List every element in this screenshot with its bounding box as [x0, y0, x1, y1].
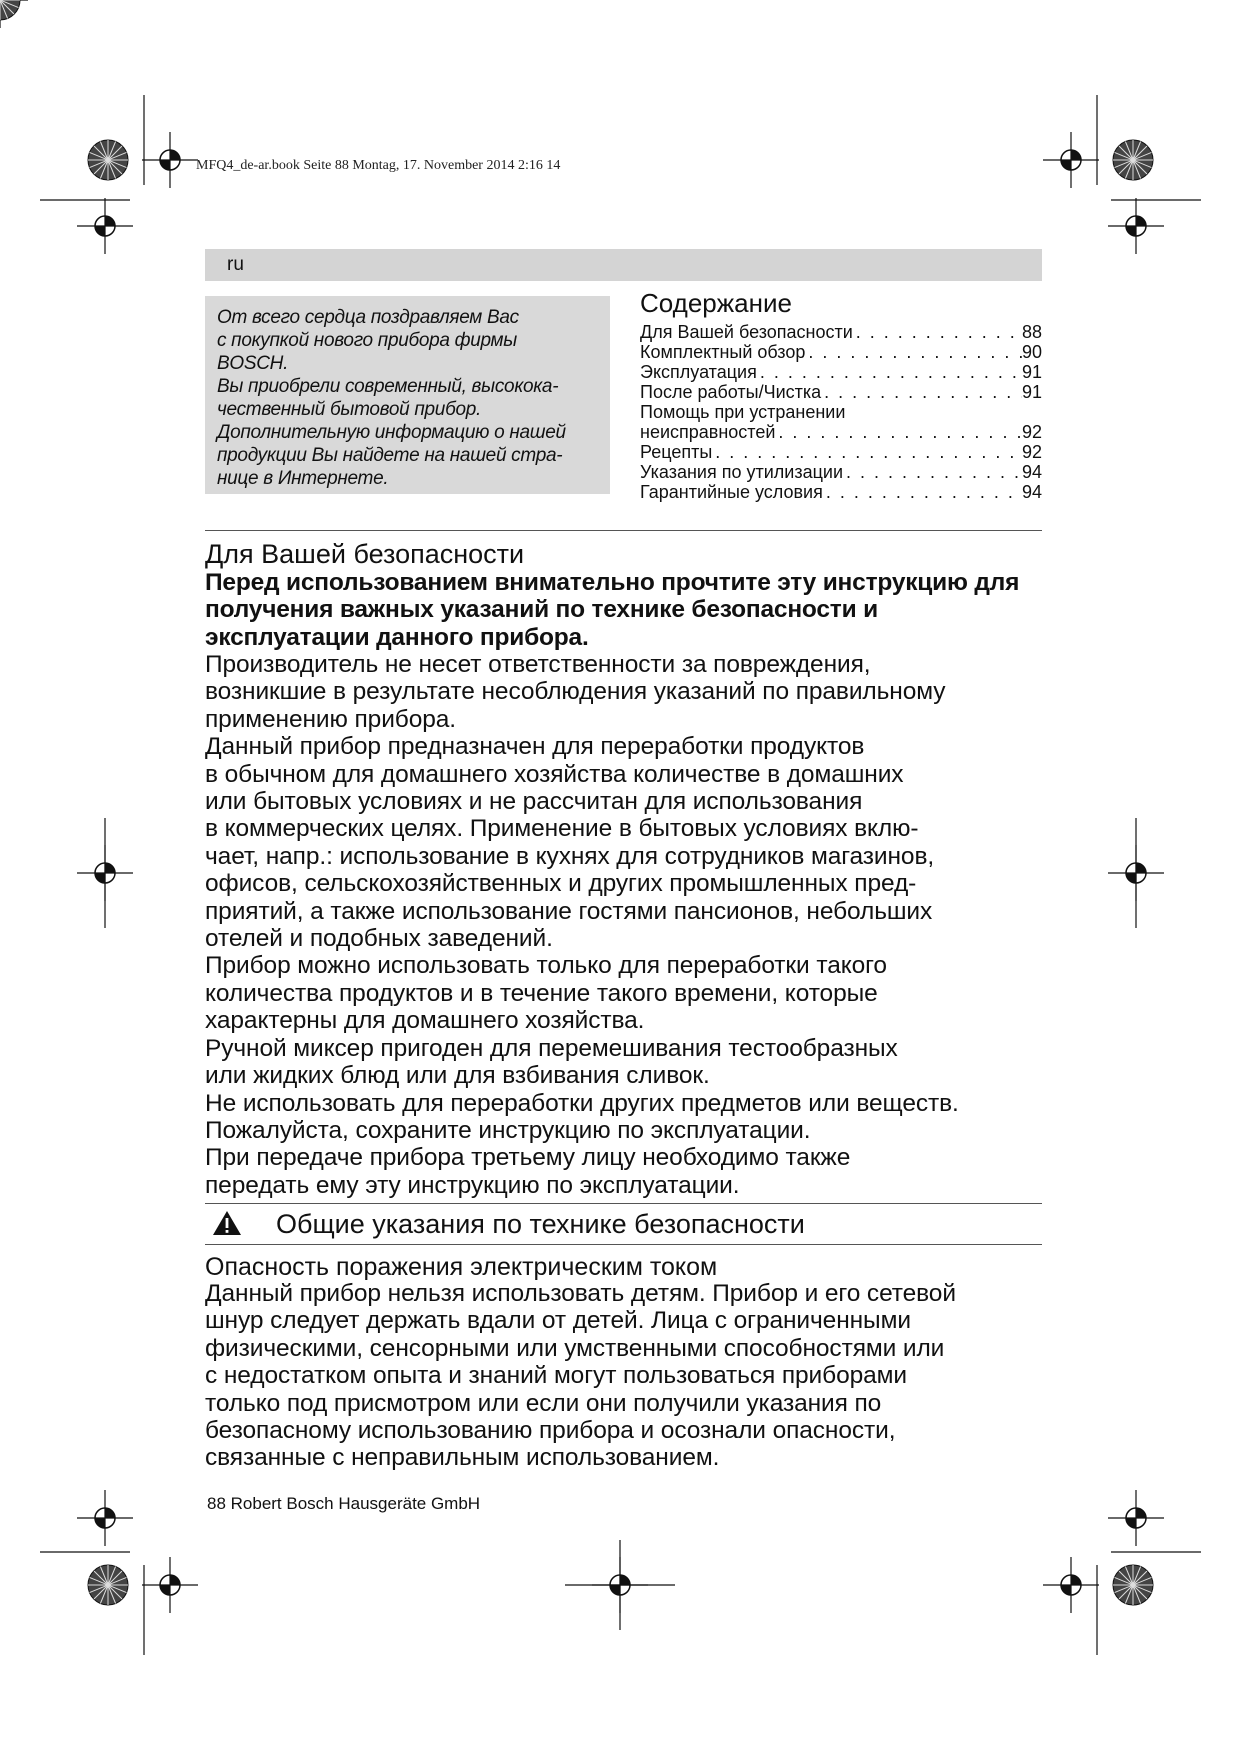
toc-entry-page: 90 [1021, 342, 1042, 362]
body-line: характерны для домашнего хозяйства. [205, 1007, 645, 1035]
lead-line: получения важных указаний по технике безопасности и [205, 596, 878, 624]
toc-entry-page: 91 [1021, 362, 1042, 382]
body-line: в коммерческих целях. Применение в бытовых условиях вклю- [205, 815, 919, 843]
body-line: с недостатком опыта и знаний могут пользоваться приборами [205, 1362, 907, 1390]
body-line: возникшие в результате несоблюдения указаний по правильному [205, 678, 946, 706]
lead-line: эксплуатации данного прибора. [205, 623, 589, 651]
toc-entry-label: Для Вашей безопасности [640, 322, 853, 342]
toc-entry-page: 92 [1021, 422, 1042, 442]
body-line: применению прибора. [205, 705, 456, 733]
body-line: в обычном для домашнего хозяйства количестве в домашних [205, 760, 904, 788]
toc-entry-label: После работы/Чистка [640, 382, 822, 402]
toc-entry[interactable] [640, 462, 1042, 482]
toc-entry-label: Указания по утилизации [640, 462, 844, 482]
body-line: передать ему эту инструкцию по эксплуатации. [205, 1171, 740, 1199]
body-line: количества продуктов и в течение такого времени, которые [205, 979, 878, 1007]
general-body [205, 1280, 1065, 1472]
intro-text [217, 306, 607, 490]
toc-entry[interactable] [640, 442, 1042, 462]
body-line: связанные с неправильным использованием. [205, 1444, 720, 1472]
body-line: офисов, сельскохозяйственных и других промышленных пред- [205, 870, 917, 898]
body-line: только под присмотром или если они получили указания по [205, 1389, 882, 1417]
body-line: Прибор можно использовать только для переработки такого [205, 952, 887, 980]
body-line: или жидких блюд или для взбивания сливок. [205, 1062, 710, 1090]
safety-body [205, 651, 1065, 1199]
section-divider [205, 1203, 1042, 1204]
intro-line: От всего сердца поздравляем Вас [217, 307, 519, 328]
toc-entry[interactable] [640, 402, 1042, 422]
intro-line: продукции Вы найдете на нашей стра- [217, 445, 563, 466]
intro-line: Дополнительную информацию о нашей [217, 422, 566, 443]
safety-lead [205, 569, 1055, 651]
body-line: Не использовать для переработки других предметов или веществ. [205, 1089, 959, 1117]
body-line: Данный прибор нельзя использовать детям. Прибор и его сетевой [205, 1280, 956, 1307]
toc-entry[interactable] [640, 382, 1042, 402]
toc-entry[interactable] [640, 422, 1042, 442]
safety-heading: Для Вашей безопасности [205, 539, 525, 569]
body-line: Пожалуйста, сохраните инструкцию по эксплуатации. [205, 1116, 811, 1144]
color-wheel-icon [0, 0, 20, 20]
warning-triangle-icon [212, 1210, 246, 1243]
intro-line: с покупкой нового прибора фирмы [217, 330, 517, 351]
section-divider [205, 1244, 1042, 1245]
electric-shock-subheading: Опасность поражения электрическим током [205, 1253, 718, 1281]
table-of-contents [640, 288, 1042, 502]
general-heading-text: Общие указания по технике безопасности [276, 1209, 805, 1239]
toc-entry-label: Рецепты [640, 442, 713, 462]
toc-title: Содержание [640, 288, 792, 318]
toc-entry-page: 94 [1021, 482, 1042, 502]
body-line: шнур следует держать вдали от детей. Лица с ограниченными [205, 1307, 911, 1335]
language-bar [205, 249, 1042, 281]
intro-line: чественный бытовой прибор. [217, 399, 481, 420]
toc-entry-label: Эксплуатация [640, 362, 757, 382]
body-line: Данный прибор предназначен для переработки продуктов [205, 733, 865, 761]
intro-box [205, 296, 610, 494]
intro-line: Вы приобрели современный, высокока- [217, 376, 559, 397]
body-line: При передаче прибора третьему лицу необходимо также [205, 1144, 851, 1172]
body-line: приятий, а также использование гостями пансионов, небольших [205, 897, 933, 925]
body-line: Ручной миксер пригоден для перемешивания тестообразных [205, 1034, 898, 1062]
body-line: физическими, сенсорными или умственными способностями или [205, 1334, 945, 1362]
toc-entry[interactable] [640, 362, 1042, 382]
language-code: ru [227, 254, 244, 275]
intro-line: BOSCH. [217, 353, 289, 374]
toc-entry-label: Гарантийные условия [640, 482, 823, 502]
page-footer: 88 Robert Bosch Hausgeräte GmbH [207, 1494, 481, 1513]
section-divider [205, 530, 1042, 531]
toc-entry-label: Помощь при устранении [640, 402, 846, 422]
body-line: чает, напр.: использование в кухнях для сотрудников магазинов, [205, 842, 935, 870]
body-line: Производитель не несет ответственности за повреждения, [205, 651, 871, 678]
toc-entry[interactable] [640, 342, 1042, 362]
general-safety-heading [212, 1208, 805, 1243]
body-line: или бытовых условиях и не рассчитан для использования [205, 788, 863, 816]
toc-entry-page: 94 [1021, 462, 1042, 482]
toc-entry-page: 91 [1021, 382, 1042, 402]
intro-line: нице в Интернете. [217, 468, 389, 489]
toc-entry-label: Комплектный обзор [640, 342, 806, 362]
toc-entry[interactable] [640, 322, 1042, 342]
print-header: MFQ4_de-ar.book Seite 88 Montag, 17. November 2014 2:16 14 [196, 158, 561, 173]
lead-line: Перед использованием внимательно прочтите эту инструкцию для [205, 569, 1020, 596]
toc-entry-page: 88 [1021, 322, 1042, 342]
toc-entry-label: неисправностей [640, 422, 776, 442]
body-line: отелей и подобных заведений. [205, 925, 553, 953]
toc-entry-page: 92 [1021, 442, 1042, 462]
body-line: безопасному использованию прибора и осознали опасности, [205, 1417, 896, 1445]
toc-entry[interactable] [640, 482, 1042, 502]
